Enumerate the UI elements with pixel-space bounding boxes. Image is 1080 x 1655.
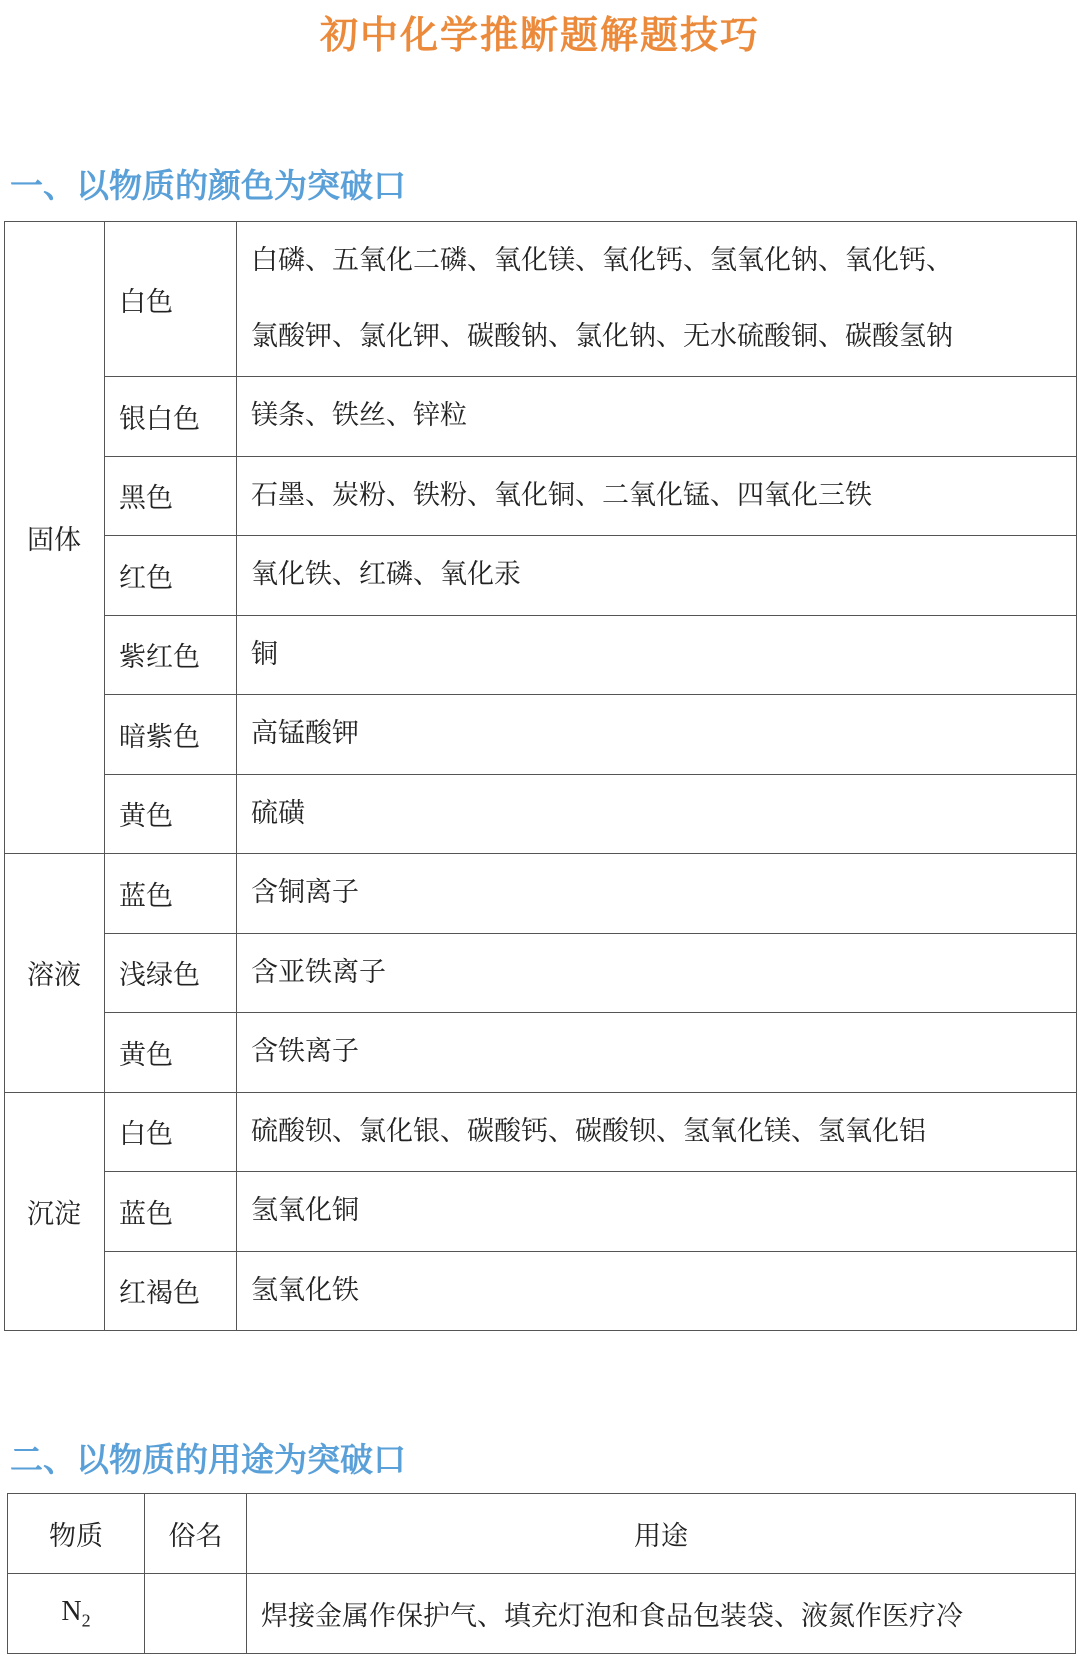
substances-cell: 铜 xyxy=(237,615,1077,695)
substance-formula xyxy=(8,1574,145,1654)
state-cell-precipitate: 沉淀 xyxy=(5,1092,105,1331)
color-cell: 紫红色 xyxy=(105,615,237,695)
substances-cell: 高锰酸钾 xyxy=(237,695,1077,775)
color-cell: 浅绿色 xyxy=(105,933,237,1013)
substances-cell: 含铜离子 xyxy=(237,854,1077,934)
substances-line: 氯酸钾、氯化钾、碳酸钠、氯化钠、无水硫酸铜、碳酸氢钠 xyxy=(251,321,953,352)
table-row xyxy=(5,1172,1077,1252)
header-substance: 物质 xyxy=(8,1494,145,1574)
formula-main: N xyxy=(61,1595,82,1627)
table-row xyxy=(5,1092,1077,1172)
substances-cell: 氧化铁、红磷、氧化汞 xyxy=(237,536,1077,616)
table-row xyxy=(5,1251,1077,1331)
substances-cell: 氢氧化铜 xyxy=(237,1172,1077,1252)
table-row xyxy=(5,222,1077,377)
table-header-row xyxy=(8,1494,1076,1574)
document-title: 初中化学推断题解题技巧 xyxy=(319,13,760,57)
substances-cell: 含亚铁离子 xyxy=(237,933,1077,1013)
table-row xyxy=(5,377,1077,457)
table-row xyxy=(5,854,1077,934)
substances-cell: 石墨、炭粉、铁粉、氧化铜、二氧化锰、四氧化三铁 xyxy=(237,456,1077,536)
color-cell: 暗紫色 xyxy=(105,695,237,775)
substances-cell: 硫磺 xyxy=(237,774,1077,854)
table-row xyxy=(5,456,1077,536)
substances-cell: 硫酸钡、氯化银、碳酸钙、碳酸钡、氢氧化镁、氢氧化铝 xyxy=(237,1092,1077,1172)
common-name-cell xyxy=(145,1574,247,1654)
color-cell: 蓝色 xyxy=(105,854,237,934)
formula-subscript: 2 xyxy=(81,1610,91,1631)
substances-line: 白磷、五氧化二磷、氧化镁、氧化钙、氢氧化钠、氧化钙、 xyxy=(251,245,953,276)
substances-cell: 镁条、铁丝、锌粒 xyxy=(237,377,1077,457)
table-row xyxy=(5,1013,1077,1093)
table-row xyxy=(5,933,1077,1013)
color-cell: 红色 xyxy=(105,536,237,616)
state-cell-solid: 固体 xyxy=(5,222,105,854)
color-table xyxy=(4,221,1077,1331)
color-cell: 黄色 xyxy=(105,774,237,854)
color-cell: 黑色 xyxy=(105,456,237,536)
substances-cell xyxy=(237,222,1077,377)
color-cell: 黄色 xyxy=(105,1013,237,1093)
color-cell: 红褐色 xyxy=(105,1251,237,1331)
color-cell: 银白色 xyxy=(105,377,237,457)
header-common-name: 俗名 xyxy=(145,1494,247,1574)
color-cell: 白色 xyxy=(105,1092,237,1172)
section-heading-color: 一、以物质的颜色为突破口 xyxy=(10,166,406,205)
table-row xyxy=(5,695,1077,775)
header-use: 用途 xyxy=(247,1494,1076,1574)
use-table xyxy=(7,1493,1076,1654)
color-cell: 蓝色 xyxy=(105,1172,237,1252)
state-cell-solution: 溶液 xyxy=(5,854,105,1093)
table-row xyxy=(5,615,1077,695)
substances-cell: 氢氧化铁 xyxy=(237,1251,1077,1331)
color-cell: 白色 xyxy=(105,222,237,377)
table-row xyxy=(5,774,1077,854)
table-row xyxy=(5,536,1077,616)
substances-cell: 含铁离子 xyxy=(237,1013,1077,1093)
use-cell: 焊接金属作保护气、填充灯泡和食品包装袋、液氮作医疗冷 xyxy=(247,1574,1076,1654)
section-heading-use: 二、以物质的用途为突破口 xyxy=(10,1440,406,1479)
table-row xyxy=(8,1574,1076,1654)
